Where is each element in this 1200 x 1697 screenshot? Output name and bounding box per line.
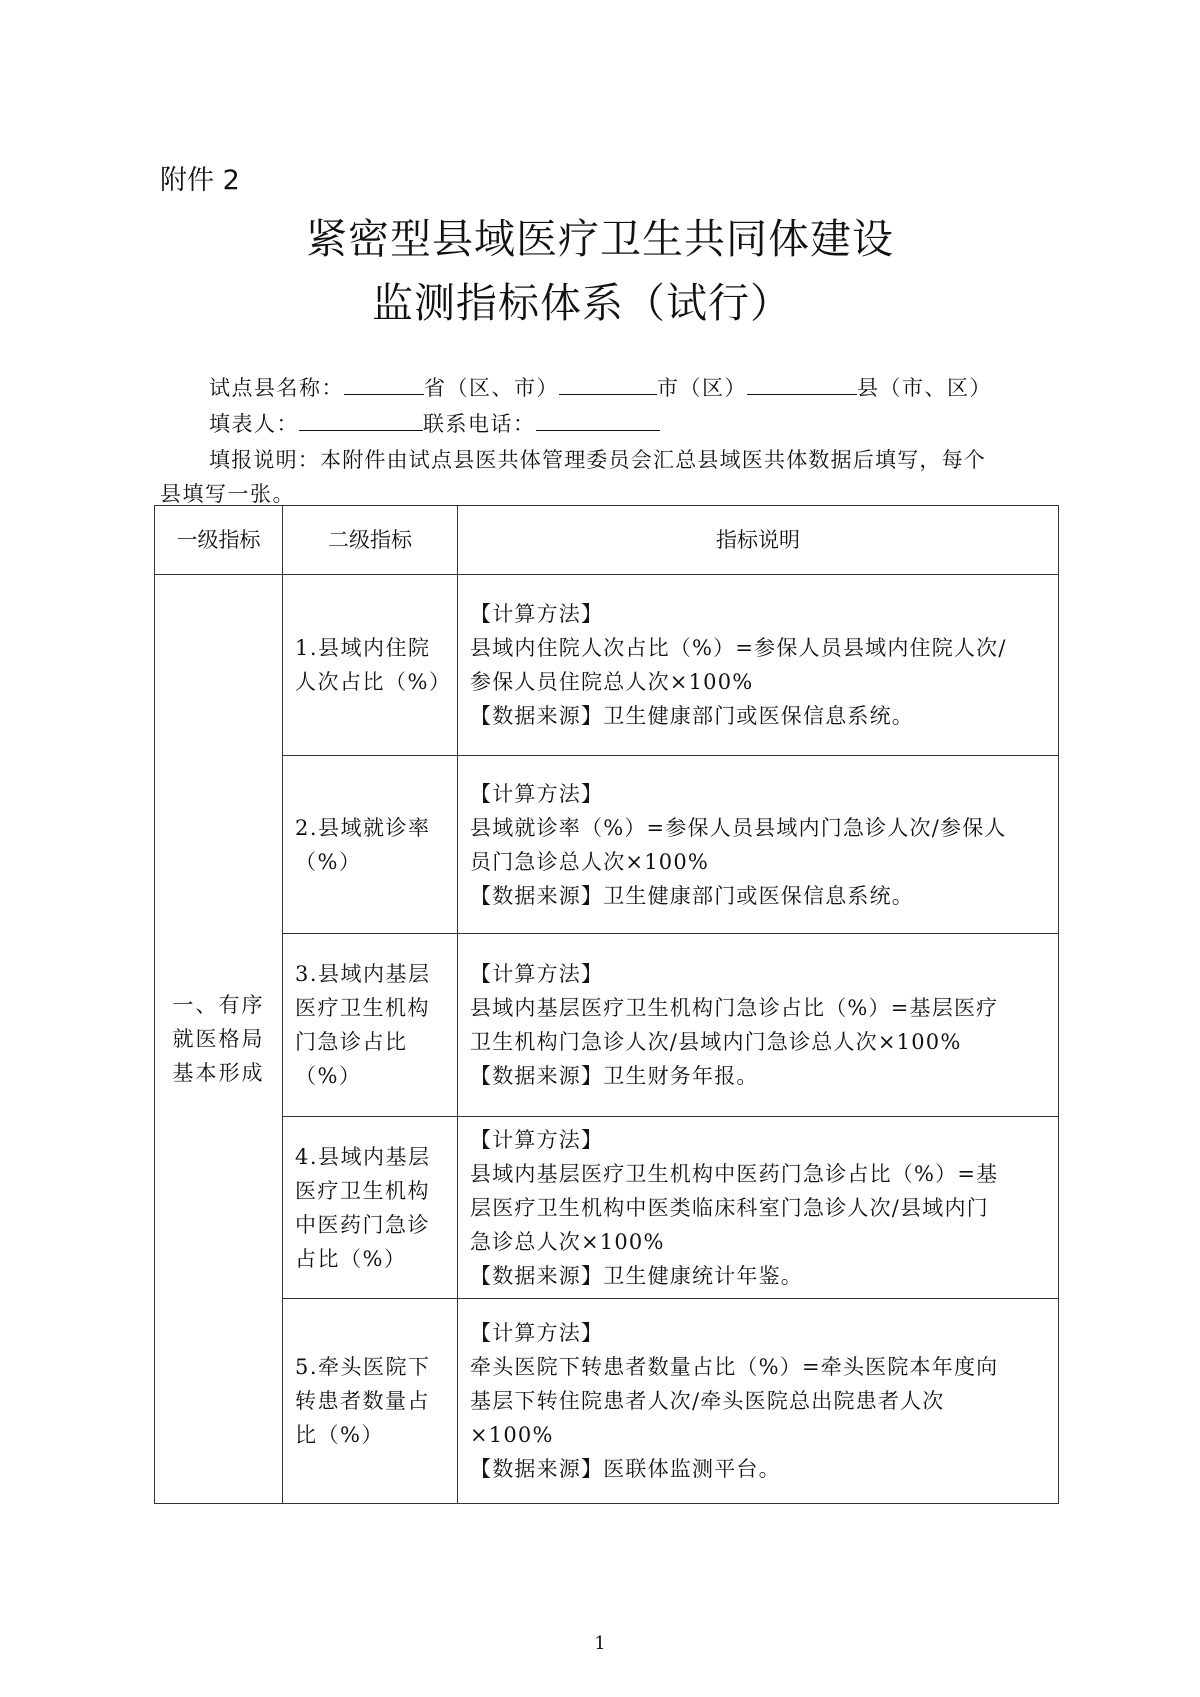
province-suffix: 省（区、市） [424, 376, 559, 400]
desc-line: 基层下转住院患者人次/牵头医院总出院患者人次 [470, 1389, 945, 1413]
table-row [155, 756, 1059, 934]
description-cell [458, 1117, 1059, 1299]
description-cell [458, 756, 1059, 934]
description-cell [458, 934, 1059, 1117]
indicator-line: 医疗卫生机构 [295, 1178, 430, 1203]
fill-note-line-1: 填报说明：本附件由试点县医共体管理委员会汇总县域医共体数据后填写，每个 [209, 448, 986, 472]
desc-line: 【数据来源】卫生财务年报。 [470, 1064, 759, 1088]
fill-note-line-2: 县填写一张。 [160, 482, 295, 506]
indicator-cell [283, 1117, 458, 1299]
group-label-line: 就医格局 [172, 1027, 265, 1051]
desc-line: 【计算方法】 [470, 1321, 604, 1345]
indicator-line: 3.县域内基层 [295, 962, 431, 986]
table-row [155, 1117, 1059, 1299]
desc-line: 【计算方法】 [470, 1127, 604, 1152]
desc-line: 参保人员住院总人次×100% [470, 670, 754, 694]
group-label-line: 基本形成 [172, 1061, 265, 1085]
desc-line: 县域内基层医疗卫生机构门急诊占比（%）=基层医疗 [470, 996, 999, 1020]
county-blank[interactable] [747, 376, 857, 395]
county-form-line [209, 372, 992, 402]
page-number: 1 [594, 1633, 606, 1654]
desc-line: 卫生机构门急诊人次/县域内门急诊总人次×100% [470, 1030, 962, 1054]
indicator-line: 人次占比（%） [295, 670, 452, 694]
desc-line: 县域内住院人次占比（%）=参保人员县域内住院人次/ [470, 636, 1007, 660]
indicator-line: 1.县域内住院 [295, 636, 431, 660]
description-cell [458, 1299, 1059, 1504]
indicator-line: 占比（%） [295, 1246, 407, 1271]
filler-label: 填表人： [209, 412, 299, 436]
indicator-cell [283, 756, 458, 934]
header-level1: 一级指标 [155, 506, 283, 575]
city-suffix: 市（区） [657, 376, 747, 400]
province-blank[interactable] [344, 376, 424, 395]
indicator-line: （%） [295, 1064, 362, 1088]
desc-line: 【数据来源】卫生健康部门或医保信息系统。 [470, 704, 914, 728]
table-row [155, 1299, 1059, 1504]
desc-line: 【计算方法】 [470, 781, 604, 806]
desc-line: 层医疗卫生机构中医类临床科室门急诊人次/县域内门 [470, 1195, 989, 1220]
indicator-cell [283, 1299, 458, 1504]
desc-line: 员门急诊总人次×100% [470, 849, 710, 874]
indicator-line: 医疗卫生机构 [295, 996, 430, 1020]
city-blank[interactable] [559, 376, 657, 395]
indicator-line: 门急诊占比 [295, 1030, 408, 1054]
title-line-2: 监测指标体系（试行） [372, 279, 792, 327]
group-label [155, 575, 283, 1504]
header-level2: 二级指标 [283, 506, 458, 575]
description-cell [458, 575, 1059, 756]
indicator-line: 4.县域内基层 [295, 1144, 431, 1169]
title-line-1: 紧密型县域医疗卫生共同体建设 [306, 215, 894, 263]
phone-label: 联系电话： [423, 412, 536, 436]
desc-line: 【数据来源】卫生健康部门或医保信息系统。 [470, 883, 914, 908]
desc-line: 急诊总人次×100% [470, 1229, 665, 1254]
desc-line: 牵头医院下转患者数量占比（%）=牵头医院本年度向 [470, 1355, 999, 1379]
table-row [155, 934, 1059, 1117]
desc-line: 【计算方法】 [470, 962, 604, 986]
phone-blank[interactable] [536, 412, 660, 431]
desc-line: 县域内基层医疗卫生机构中医药门急诊占比（%）=基 [470, 1161, 999, 1186]
indicator-line: 2.县域就诊率 [295, 815, 431, 840]
indicator-line: 中医药门急诊 [295, 1212, 430, 1237]
county-suffix: 县（市、区） [857, 376, 992, 400]
desc-line: 【数据来源】医联体监测平台。 [470, 1457, 781, 1481]
indicator-line: 转患者数量占 [295, 1389, 430, 1413]
filler-form-line [209, 408, 660, 438]
indicator-cell [283, 934, 458, 1117]
indicator-line: （%） [295, 849, 362, 874]
indicator-table [154, 505, 1059, 1504]
indicator-line: 比（%） [295, 1423, 384, 1447]
desc-line: 县域就诊率（%）=参保人员县域内门急诊人次/参保人 [470, 815, 1007, 840]
indicator-line: 5.牵头医院下 [295, 1355, 431, 1379]
group-label-line: 一、有序 [172, 993, 265, 1017]
header-description: 指标说明 [458, 506, 1059, 575]
table-header-row [155, 506, 1059, 575]
table-row [155, 575, 1059, 756]
desc-line: 【数据来源】卫生健康统计年鉴。 [470, 1263, 803, 1288]
desc-line: ×100% [470, 1423, 554, 1447]
county-name-label: 试点县名称： [209, 376, 344, 400]
filler-blank[interactable] [299, 412, 423, 431]
attachment-label: 附件 2 [160, 165, 240, 196]
desc-line: 【计算方法】 [470, 602, 604, 626]
indicator-cell [283, 575, 458, 756]
